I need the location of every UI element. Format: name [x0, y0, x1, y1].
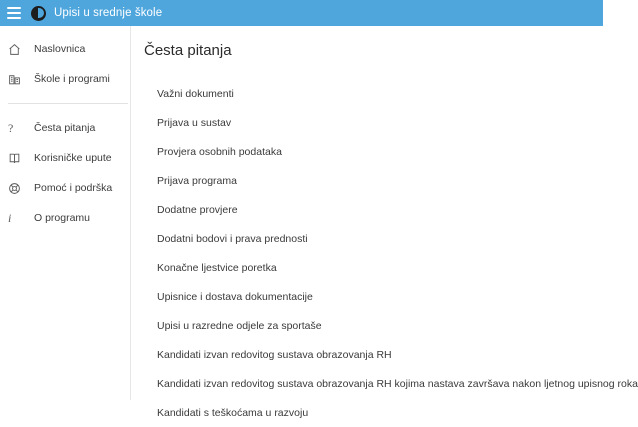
top-bar [0, 0, 603, 26]
sidebar-item-naslovnica[interactable] [0, 34, 130, 64]
sidebar-item-cesta-pitanja[interactable] [0, 113, 130, 143]
sidebar-item-label: Pomoć i podrška [34, 182, 113, 194]
sidebar-item-skole-i-programi[interactable] [0, 64, 130, 94]
home-icon [8, 43, 30, 56]
lifebuoy-icon [8, 182, 30, 195]
page-title: Česta pitanja [144, 42, 232, 59]
sidebar-item-label: O programu [34, 212, 91, 224]
main-content [131, 26, 638, 419]
sidebar-divider [8, 103, 128, 104]
sidebar [0, 26, 130, 400]
list-item[interactable]: Kandidati izvan redovitog sustava obrazovanja RH kojima nastava završava nakon ljetnog upisnog roka [157, 377, 638, 390]
sidebar-item-o-programu[interactable] [0, 203, 130, 233]
list-item[interactable]: Dodatni bodovi i prava prednosti [157, 232, 308, 245]
list-item[interactable]: Prijava programa [157, 174, 237, 187]
sidebar-item-label: Česta pitanja [34, 122, 96, 134]
list-item[interactable]: Konačne ljestvice poretka [157, 261, 277, 274]
sidebar-item-label: Naslovnica [34, 43, 86, 55]
sidebar-item-korisnicke-upute[interactable] [0, 143, 130, 173]
list-item[interactable]: Važni dokumenti [157, 87, 234, 100]
sidebar-item-label: Škole i programi [34, 73, 110, 85]
building-icon [8, 73, 30, 86]
question-mark-icon: ? [8, 121, 14, 135]
app-title: Upisi u srednje škole [54, 7, 163, 19]
list-item[interactable]: Prijava u sustav [157, 116, 232, 129]
list-item[interactable]: Upisnice i dostava dokumentacije [157, 290, 313, 303]
sidebar-item-label: Korisničke upute [34, 152, 112, 164]
info-icon: i [8, 211, 12, 225]
hamburger-icon[interactable] [7, 7, 21, 19]
list-item[interactable]: Kandidati s teškoćama u razvoju [157, 406, 309, 419]
list-item[interactable]: Upisi u razredne odjele za sportaše [157, 319, 322, 332]
list-item[interactable]: Dodatne provjere [157, 203, 238, 216]
book-icon [8, 152, 30, 165]
sidebar-item-pomoc-i-podrska[interactable] [0, 173, 130, 203]
list-item[interactable]: Kandidati izvan redovitog sustava obrazovanja RH [157, 348, 392, 361]
app-logo-icon [31, 6, 46, 21]
faq-list [131, 59, 638, 427]
list-item[interactable]: Provjera osobnih podataka [157, 145, 282, 158]
